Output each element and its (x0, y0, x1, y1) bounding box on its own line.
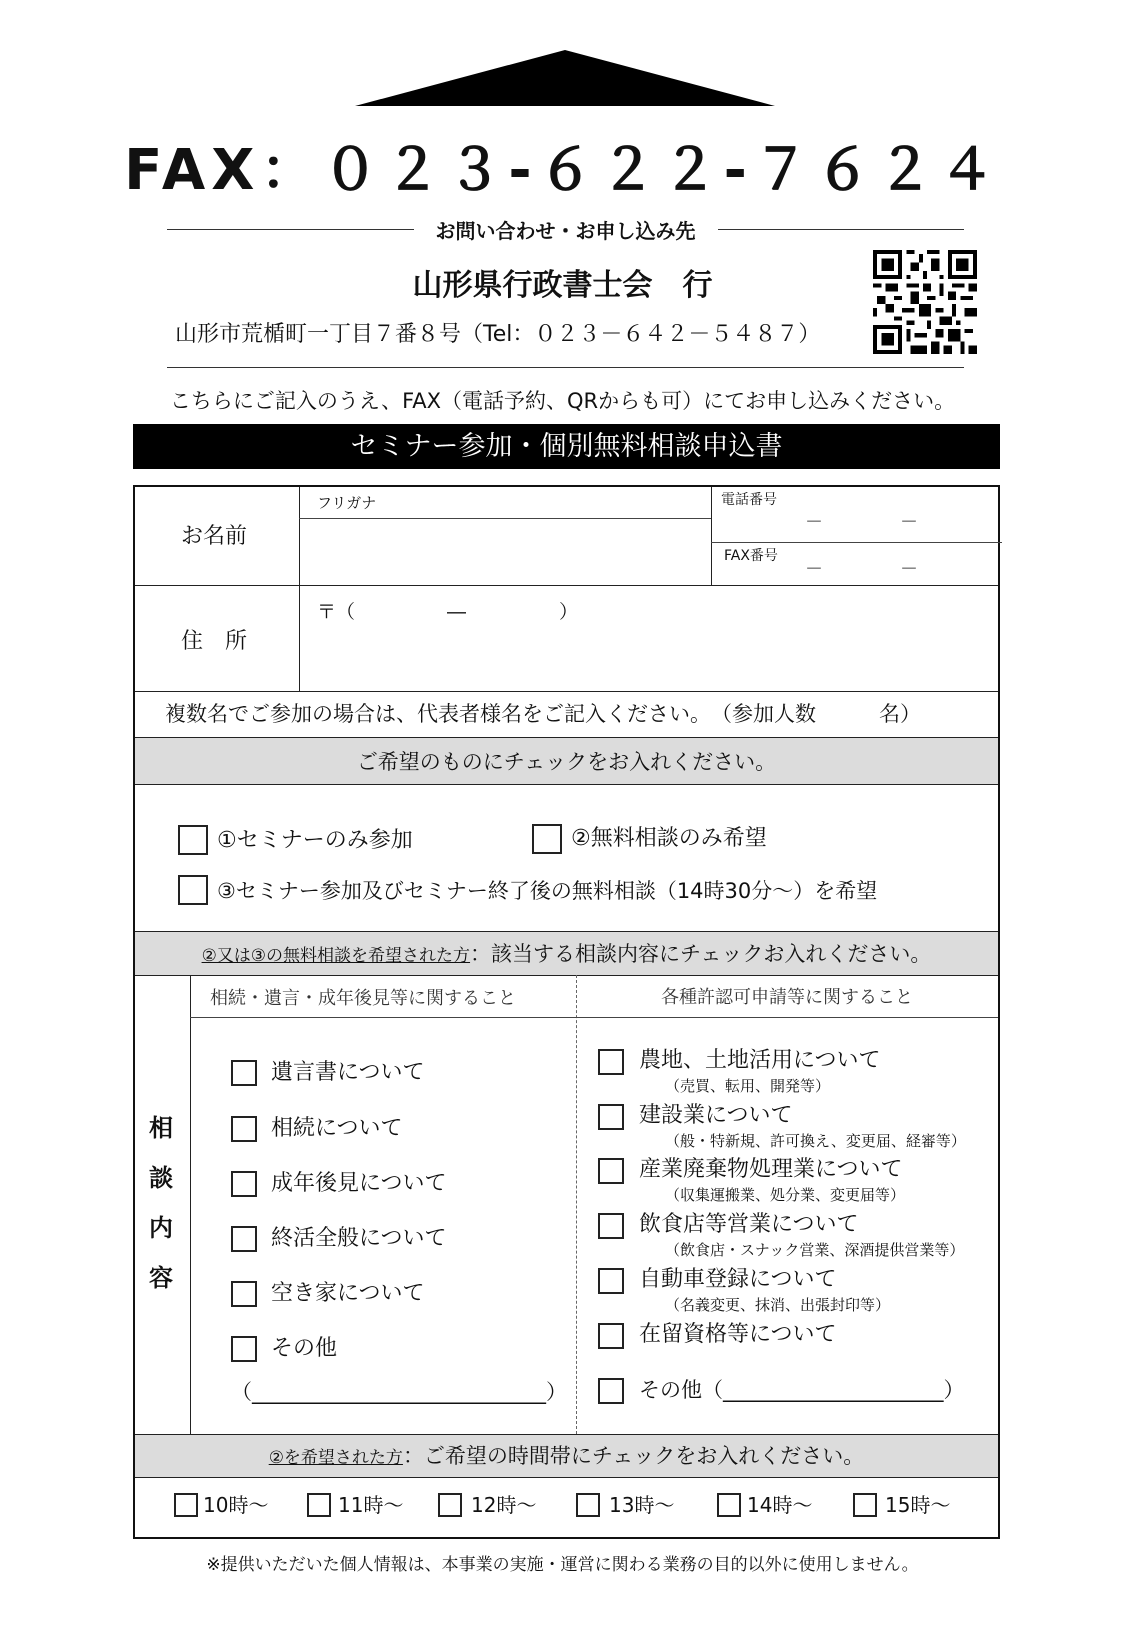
consult-side-char-3: 内 (149, 1214, 173, 1242)
left-item-2-checkbox[interactable] (231, 1116, 257, 1142)
option-3-checkbox[interactable] (178, 875, 208, 905)
option-2-label: ②無料相談のみ希望 (571, 826, 767, 851)
right-item-2-sub: （般・特新規、許可換え、変更届、経審等） (665, 1132, 966, 1150)
left-item-4-label: 終活全般について (271, 1226, 447, 1251)
time-slot-15-label: 15時～ (885, 1493, 951, 1517)
right-item-4-sub: （飲食店・スナック営業、深酒提供営業等） (665, 1241, 965, 1259)
left-item-2-label: 相続について (271, 1116, 403, 1141)
postal-prefix: 〒（ (317, 601, 356, 623)
phone-dash-2: － (900, 512, 918, 533)
option-2-checkbox[interactable] (532, 824, 562, 854)
name-phone-divider (711, 487, 712, 585)
form-title-banner: セミナー参加・個別無料相談申込書 (133, 424, 1000, 469)
left-item-5-label: 空き家について (271, 1281, 425, 1306)
right-item-4-checkbox[interactable] (598, 1213, 624, 1239)
right-item-2-checkbox[interactable] (598, 1104, 624, 1130)
organization-address: 山形市荒楯町一丁目７番８号（Tel：０２３－６４２－５４８７） (175, 322, 821, 347)
option-3-label: ③セミナー参加及びセミナー終了後の無料相談（14時30分～）を希望 (217, 879, 878, 903)
group-note: 複数名でご参加の場合は、代表者様名をご記入ください。 （参加人数 名） (165, 702, 921, 726)
left-item-1-label: 遺言書について (271, 1060, 425, 1085)
right-item-3-label: 産業廃棄物処理業について (639, 1157, 903, 1182)
right-item-3-sub: （収集運搬業、処分業、変更届等） (665, 1186, 906, 1204)
furigana-label: フリガナ (317, 494, 377, 512)
time-header (135, 1441, 998, 1473)
fax-dash-2: － (900, 559, 918, 580)
consult-header (135, 939, 998, 971)
name-input[interactable] (301, 520, 709, 583)
right-item-5-checkbox[interactable] (598, 1268, 624, 1294)
option-1-label: ①セミナーのみ参加 (217, 828, 413, 853)
phone-input[interactable] (713, 509, 999, 539)
time-slot-10-label: 10時～ (203, 1493, 269, 1517)
qr-code-icon[interactable] (873, 250, 977, 354)
consult-side-divider (190, 975, 191, 1434)
time-slot-15-checkbox[interactable] (853, 1493, 877, 1517)
time-slot-11-checkbox[interactable] (307, 1493, 331, 1517)
time-header-bottom (135, 1477, 998, 1478)
postal-suffix: ） (559, 601, 579, 623)
furigana-input[interactable] (301, 489, 709, 517)
consult-header-bottom (135, 975, 998, 976)
fax-input[interactable] (713, 557, 999, 584)
left-item-4-checkbox[interactable] (231, 1226, 257, 1252)
privacy-footer: ※提供いただいた個人情報は、本事業の実施・運営に関わる業務の目的以外に使用しません。 (206, 1555, 919, 1575)
right-item-4-label: 飲食店等営業について (639, 1212, 859, 1237)
left-item-3-label: 成年後見について (271, 1171, 447, 1196)
check-instruction: ご希望のものにチェックをお入れください。 (356, 750, 777, 774)
organization-name: 山形県行政書士会 行 (412, 268, 713, 303)
right-column-title: 各種許認可申請等に関すること (661, 987, 913, 1008)
roof-triangle-graphic (355, 50, 775, 106)
time-slot-10-checkbox[interactable] (174, 1493, 198, 1517)
time-slot-12-label: 12時～ (471, 1493, 537, 1517)
name-row-bottom (135, 585, 998, 586)
time-slot-14-checkbox[interactable] (717, 1493, 741, 1517)
right-item-2-label: 建設業について (639, 1103, 793, 1128)
left-column-title: 相続・遺言・成年後見等に関すること (210, 988, 516, 1009)
time-slot-11-label: 11時～ (338, 1493, 404, 1517)
left-item-5-checkbox[interactable] (231, 1281, 257, 1307)
left-item-3-checkbox[interactable] (231, 1171, 257, 1197)
right-item-6-label: 在留資格等について (639, 1322, 837, 1347)
right-item-3-checkbox[interactable] (598, 1158, 624, 1184)
application-form (133, 485, 1000, 1539)
left-other-blank[interactable]: （____________________________） (231, 1380, 567, 1404)
contact-label-row (167, 214, 964, 244)
check-instruction-bottom (135, 784, 998, 785)
fax-dash-1: － (805, 559, 823, 580)
consult-column-divider (576, 975, 577, 1434)
right-item-1-label: 農地、土地活用について (639, 1048, 881, 1073)
furigana-divider (299, 518, 711, 519)
consult-header-condition: ②又は③の無料相談を希望された方 (201, 946, 471, 966)
fax-number-title: FAX：０２３-６２２-７６２４ (124, 138, 1001, 203)
left-item-6-checkbox[interactable] (231, 1336, 257, 1362)
right-item-1-checkbox[interactable] (598, 1049, 624, 1075)
time-header-instruction: ：ご希望の時間帯にチェックをお入れください。 (402, 1444, 865, 1468)
time-header-condition: ②を希望された方 (268, 1448, 403, 1468)
time-slot-14-label: 14時～ (747, 1493, 813, 1517)
right-item-6-checkbox[interactable] (598, 1323, 624, 1349)
right-item-7-checkbox[interactable] (598, 1378, 624, 1404)
consult-header-instruction: ：該当する相談内容にチェックお入れください。 (470, 942, 932, 966)
phone-label: 電話番号 (721, 492, 777, 508)
contact-label: お問い合わせ・お申し込み先 (435, 218, 696, 243)
consult-side-char-4: 容 (149, 1264, 173, 1292)
address-input[interactable] (301, 587, 998, 691)
time-slot-13-label: 13時～ (609, 1493, 675, 1517)
fax-label: FAX番号 (724, 548, 778, 564)
column-title-divider (190, 1017, 998, 1018)
option-1-checkbox[interactable] (178, 825, 208, 855)
time-slot-12-checkbox[interactable] (438, 1493, 462, 1517)
right-item-7-label: その他（_____________________） (639, 1378, 965, 1402)
time-slot-13-checkbox[interactable] (576, 1493, 600, 1517)
instruction-text: こちらにご記入のうえ、FAX（電話予約、QRからも可）にてお申し込みください。 (169, 389, 956, 413)
header-divider (167, 367, 964, 368)
right-item-5-label: 自動車登録について (639, 1267, 837, 1292)
consult-side-char-2: 談 (149, 1164, 173, 1192)
consult-side-char-1: 相 (149, 1114, 173, 1142)
rule-line-left (167, 229, 414, 230)
right-item-5-sub: （名義変更、抹消、出張封印等） (665, 1296, 891, 1314)
phone-dash-1: － (805, 512, 823, 533)
phone-fax-divider (711, 542, 1002, 543)
right-item-1-sub: （売買、転用、開発等） (665, 1077, 831, 1095)
left-item-1-checkbox[interactable] (231, 1060, 257, 1086)
rule-line-right (718, 229, 965, 230)
name-label: お名前 (181, 524, 248, 549)
left-item-6-label: その他 (271, 1336, 338, 1361)
address-row-bottom (135, 691, 998, 692)
address-label: 住 所 (181, 629, 248, 654)
postal-dash: ― (447, 601, 466, 623)
